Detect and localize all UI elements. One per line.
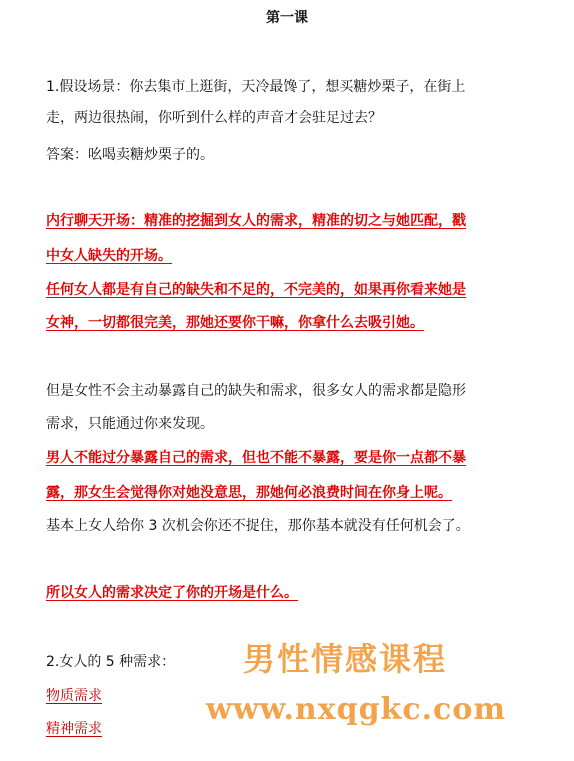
paragraph-line: 需求，只能通过你来发现。 [46,416,214,432]
watermark-title: 男性情感课程 [243,640,448,678]
watermark-url: www.nxqgkc.com [206,692,507,727]
highlight-line: 内行聊天开场：精准的挖掘到女人的需求，精准的切之与她匹配，戳 [46,213,466,229]
highlight-line: 女神，一切都很完美，那她还要你干嘛，你拿什么去吸引她。 [46,315,424,331]
answer-1: 答案：吆喝卖糖炒栗子的。 [46,147,214,163]
question-1-line-1: 1.假设场景：你去集市上逛街，天冷最馋了，想买糖炒栗子，在街上 [46,79,466,95]
paragraph-line: 但是女性不会主动暴露自己的缺失和需求，很多女人的需求都是隐形 [46,383,466,399]
highlight-line: 露，那女生会觉得你对她没意思，那她何必浪费时间在你身上呢。 [46,485,452,501]
paragraph-line: 基本上女人给你 3 次机会你还不捉住，那你基本就没有任何机会了。 [46,518,470,534]
highlight-line: 中女人缺失的开场。 [46,248,172,264]
need-item-spiritual: 精神需求 [46,721,102,737]
lesson-title: 第一课 [266,10,308,26]
question-1-line-2: 走，两边很热闹，你听到什么样的声音才会驻足过去？ [46,110,382,126]
highlight-line: 任何女人都是有自己的缺失和不足的，不完美的，如果再你看来她是 [46,282,466,298]
highlight-line: 男人不能过分暴露自己的需求，但也不能不暴露，要是你一点都不暴 [46,450,466,466]
conclusion-line: 所以女人的需求决定了你的开场是什么。 [46,585,298,601]
question-2-heading: 2.女人的 5 种需求： [46,654,176,670]
need-item-material: 物质需求 [46,688,102,704]
